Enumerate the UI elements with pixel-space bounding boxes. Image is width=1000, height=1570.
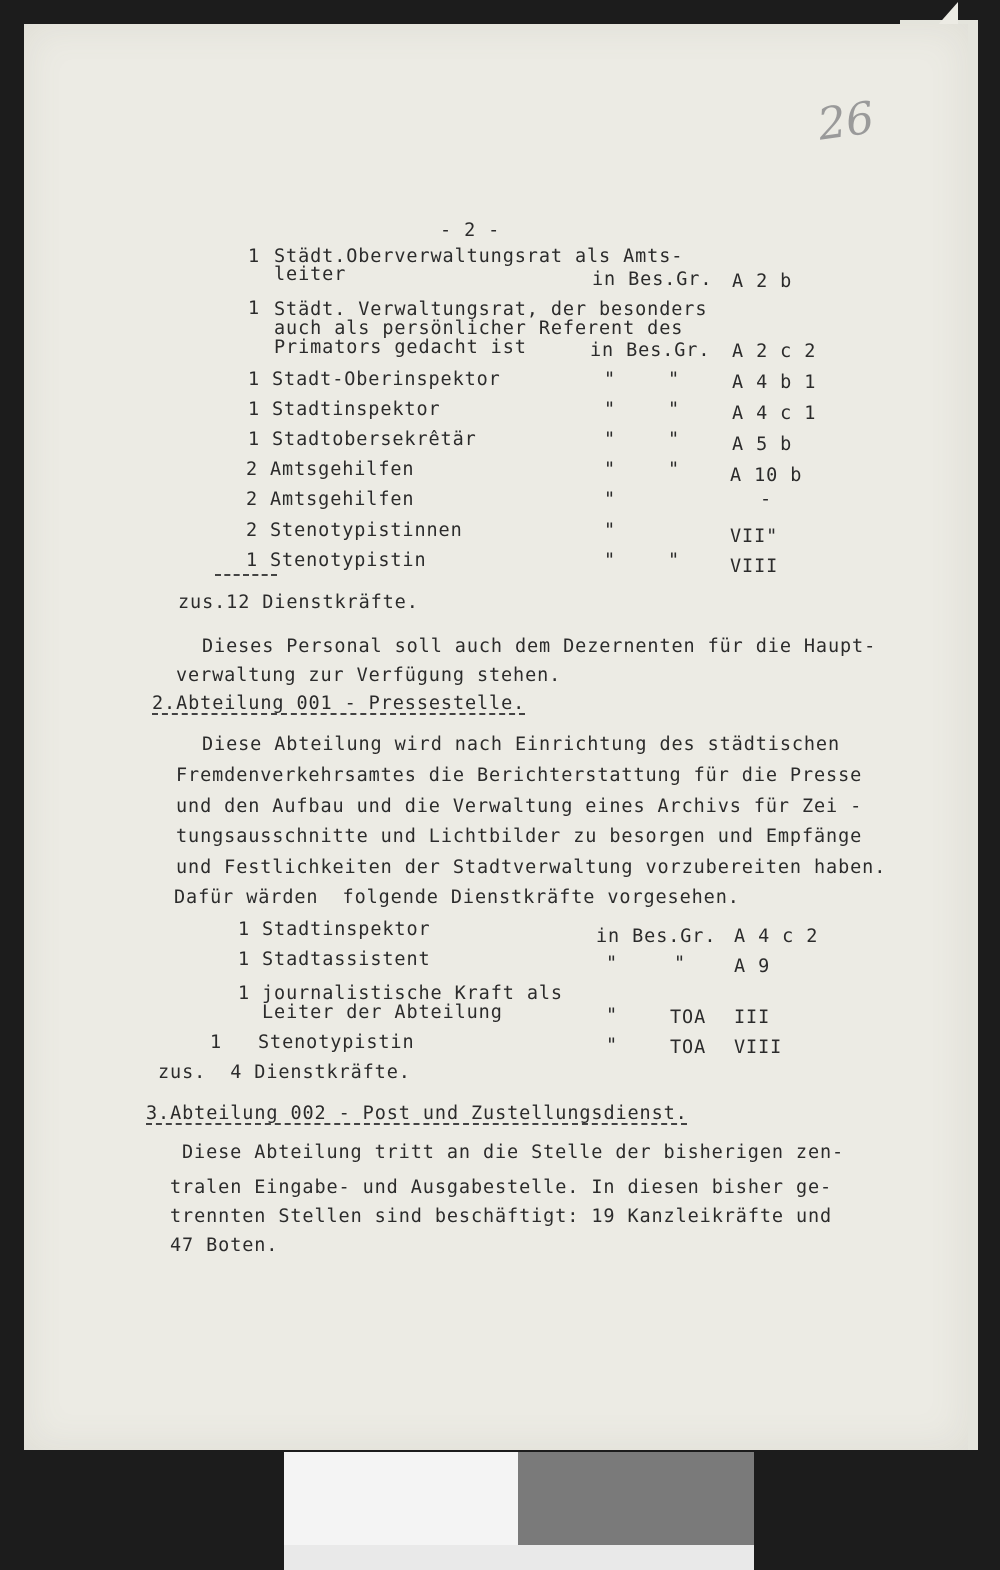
sum-rule bbox=[215, 574, 277, 576]
paragraph-line: tungsausschnitte und Lichtbilder zu besorgen und Empfänge bbox=[176, 826, 863, 847]
list1-ditto: " bbox=[604, 429, 617, 450]
list1-ditto: " bbox=[604, 489, 617, 510]
list1-ditto: " bbox=[668, 429, 681, 450]
list2-ditto: " bbox=[606, 953, 619, 974]
list1-grade: - bbox=[760, 489, 773, 510]
list2-title: Leiter der Abteilung bbox=[262, 1002, 503, 1023]
paragraph-line: Dafür wärden folgende Dienstkräfte vorgesehen. bbox=[174, 887, 740, 908]
list2-count: 1 bbox=[238, 919, 251, 940]
list1-grade: A 2 b bbox=[732, 271, 793, 292]
list2-grade: A 9 bbox=[734, 956, 771, 977]
list1-ditto: " bbox=[668, 399, 681, 420]
list1-title: Stadt-Oberinspektor bbox=[272, 369, 501, 390]
list1-title: Amtsgehilfen bbox=[270, 459, 415, 480]
list2-title: Stadtinspektor bbox=[262, 919, 431, 940]
list2-grade: VIII bbox=[734, 1037, 783, 1058]
list1-count: 2 bbox=[246, 520, 259, 541]
list1-ditto: " bbox=[604, 399, 617, 420]
list1-count: 1 bbox=[246, 550, 259, 571]
list1-ditto: " bbox=[604, 550, 617, 571]
list2-title: journalistische Kraft als bbox=[262, 983, 563, 1004]
paragraph-line: verwaltung zur Verfügung stehen. bbox=[176, 665, 562, 686]
paragraph-line: 47 Boten. bbox=[170, 1235, 279, 1256]
list1-title: Stadtinspektor bbox=[272, 399, 441, 420]
list1-ditto: " bbox=[604, 520, 617, 541]
list1-grade: VII" bbox=[730, 526, 779, 547]
list1-ditto: " bbox=[604, 369, 617, 390]
list1-count: 1 bbox=[248, 298, 261, 319]
list1-grade: A 5 b bbox=[732, 434, 793, 455]
list1-title: leiter bbox=[274, 264, 347, 285]
list1-grade: A 4 b 1 bbox=[732, 372, 817, 393]
list1-count: 1 bbox=[248, 246, 261, 267]
paragraph-line: und Festlichkeiten der Stadtverwaltung vorzubereiten haben. bbox=[176, 857, 887, 878]
list2-count: 1 bbox=[238, 949, 251, 970]
list1-pay-group: in Bes.Gr. bbox=[592, 269, 713, 290]
list1-grade: VIII bbox=[730, 556, 779, 577]
paragraph-line: trennten Stellen sind beschäftigt: 19 Kanzleikräfte und bbox=[170, 1206, 833, 1227]
list1-ditto: " bbox=[604, 459, 617, 480]
page-header: - 2 - bbox=[440, 220, 501, 241]
total-line: zus. 4 Dienstkräfte. bbox=[158, 1062, 411, 1083]
list1-title: Stadtobersekrêtär bbox=[272, 429, 477, 450]
section-heading: 2.Abteilung 001 - Pressestelle. bbox=[152, 693, 526, 714]
list2-toa: TOA bbox=[670, 1007, 707, 1028]
list1-title: Städt. Verwaltungsrat, der besonders bbox=[274, 299, 708, 320]
list1-title: Stenotypistinnen bbox=[270, 520, 463, 541]
list2-ditto: " bbox=[606, 1005, 619, 1026]
list2-count: 1 bbox=[210, 1032, 223, 1053]
list1-grade: A 4 c 1 bbox=[732, 403, 817, 424]
paragraph-line: Fremdenverkehrsamtes die Berichterstattung für die Presse bbox=[176, 765, 863, 786]
list1-grade: A 2 c 2 bbox=[732, 341, 817, 362]
list1-title: Stenotypistin bbox=[270, 550, 427, 571]
list2-ditto: " bbox=[606, 1035, 619, 1056]
list1-ditto: " bbox=[668, 550, 681, 571]
list1-title: Städt.Oberverwaltungsrat als Amts- bbox=[274, 246, 684, 267]
list2-ditto: " bbox=[674, 953, 687, 974]
list2-toa: TOA bbox=[670, 1037, 707, 1058]
list2-grade: III bbox=[734, 1007, 771, 1028]
list1-grade: A 10 b bbox=[730, 465, 803, 486]
paragraph-line: tralen Eingabe- und Ausgabestelle. In diesen bisher ge- bbox=[170, 1177, 833, 1198]
list2-title: Stenotypistin bbox=[258, 1032, 415, 1053]
list1-count: 1 bbox=[248, 369, 261, 390]
list1-pay-group: in Bes.Gr. bbox=[590, 340, 711, 361]
list2-pay-group: in Bes.Gr. bbox=[596, 926, 717, 947]
paragraph-line: Dieses Personal soll auch dem Dezernenten für die Haupt- bbox=[202, 636, 877, 657]
list1-ditto: " bbox=[668, 369, 681, 390]
list2-count: 1 bbox=[238, 983, 251, 1004]
list2-grade: A 4 c 2 bbox=[734, 926, 819, 947]
total-line: zus.12 Dienstkräfte. bbox=[178, 592, 419, 613]
section-heading: 3.Abteilung 002 - Post und Zustellungsdienst. bbox=[146, 1103, 688, 1124]
list1-count: 2 bbox=[246, 489, 259, 510]
list1-title: Primators gedacht ist bbox=[274, 337, 527, 358]
list1-count: 2 bbox=[246, 459, 259, 480]
handwritten-page-number: 26 bbox=[814, 92, 878, 151]
list2-title: Stadtassistent bbox=[262, 949, 431, 970]
list1-ditto: " bbox=[668, 459, 681, 480]
paragraph-line: und den Aufbau und die Verwaltung eines Archivs für Zei - bbox=[176, 796, 863, 817]
list1-title: auch als persönlicher Referent des bbox=[274, 318, 684, 339]
list1-count: 1 bbox=[248, 429, 261, 450]
list1-title: Amtsgehilfen bbox=[270, 489, 415, 510]
list1-count: 1 bbox=[248, 399, 261, 420]
paragraph-line: Diese Abteilung wird nach Einrichtung des städtischen bbox=[202, 734, 841, 755]
paragraph-line: Diese Abteilung tritt an die Stelle der bisherigen zen- bbox=[182, 1142, 845, 1163]
